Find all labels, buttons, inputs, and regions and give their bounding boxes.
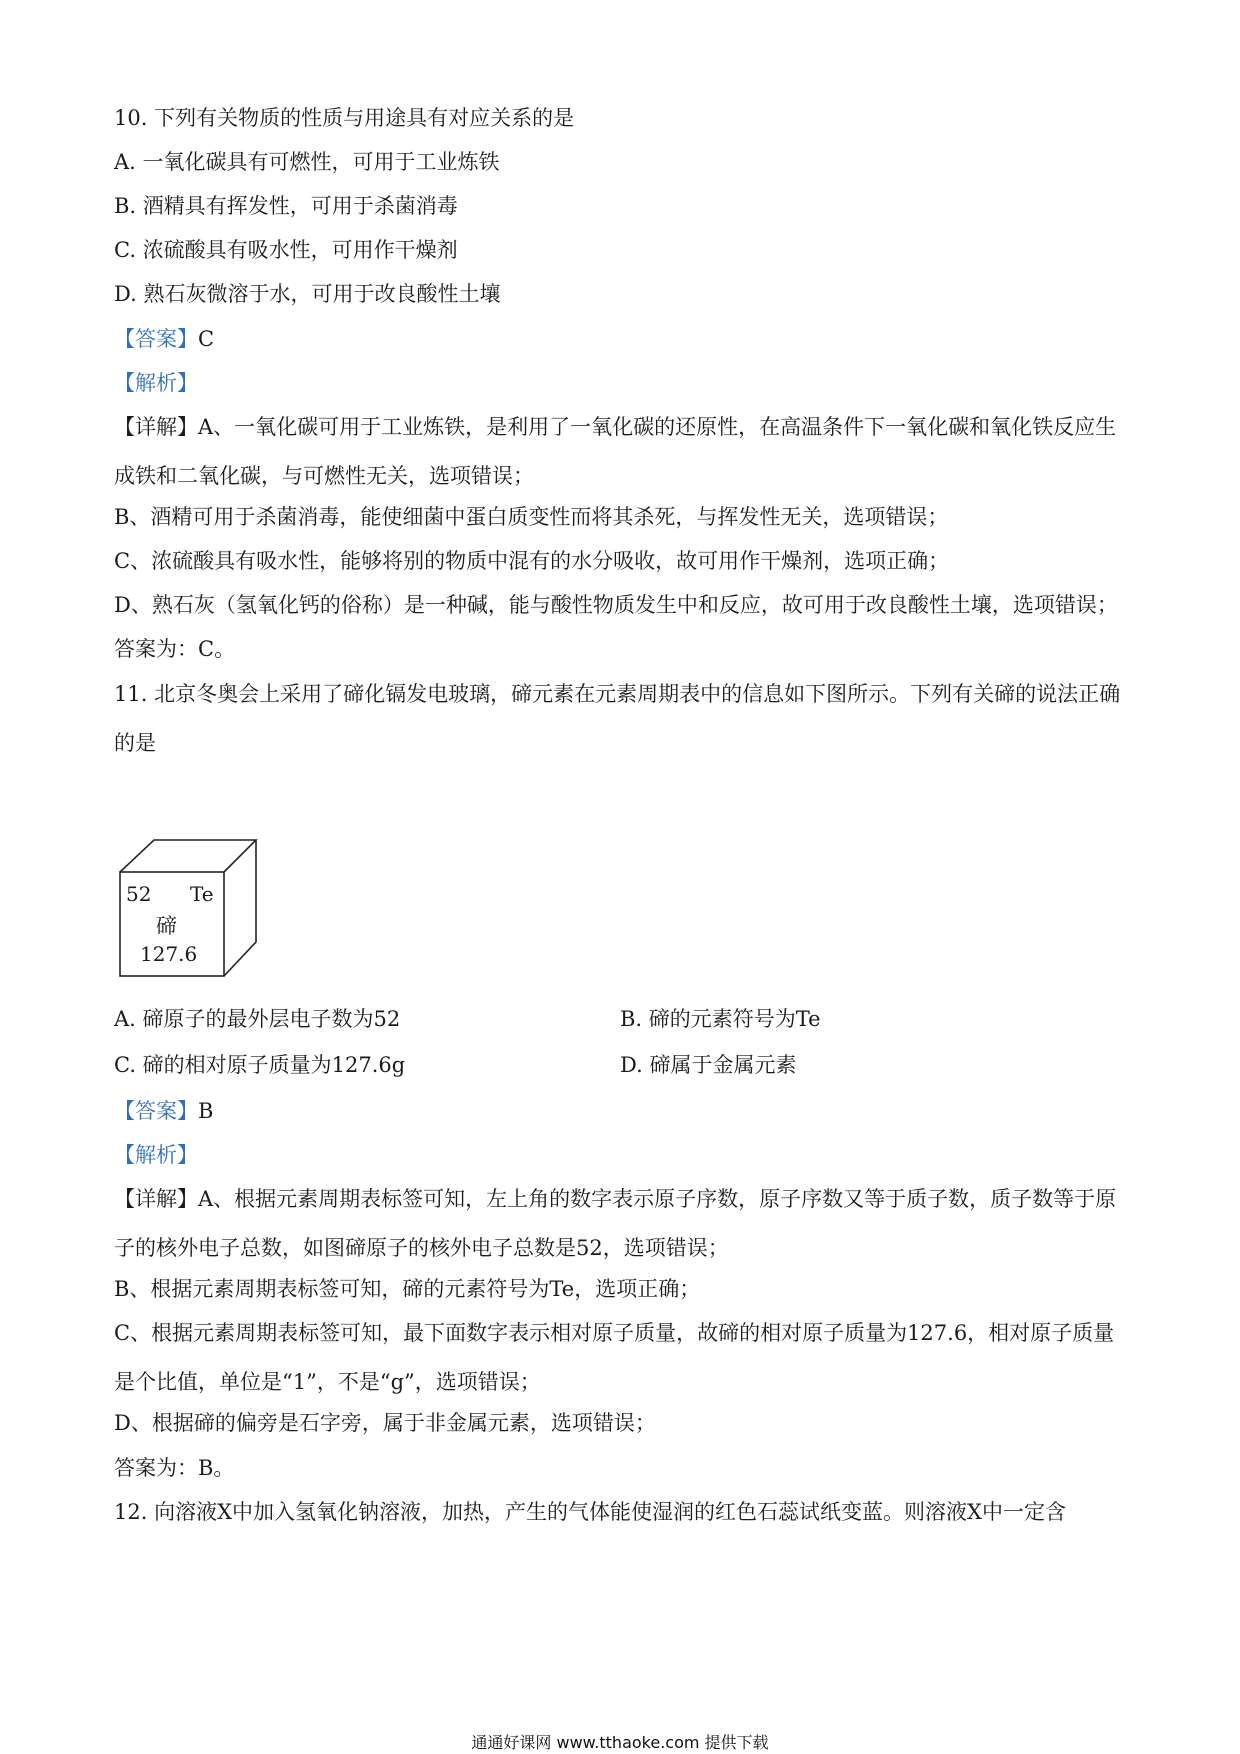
detail-tag: 【详解】: [114, 415, 198, 439]
q11-option-c: C. 碲的相对原子质量为127.6g: [114, 1053, 406, 1077]
element-symbol: Te: [190, 882, 214, 906]
q11-conclusion: 答案为：B。: [114, 1456, 235, 1480]
q11-detail-d: D、根据碲的偏旁是石字旁，属于非金属元素，选项错误；: [114, 1411, 656, 1435]
q10-option-a: A. 一氧化碳具有可燃性，可用于工业炼铁: [114, 150, 500, 174]
q11-detail-b: B、根据元素周期表标签可知，碲的元素符号为Te，选项正确；: [114, 1277, 701, 1301]
q11-option-d: D. 碲属于金属元素: [620, 1053, 797, 1077]
q10-conclusion: 答案为：C。: [114, 637, 236, 661]
answer-value: C: [198, 327, 215, 351]
atomic-number: 52: [126, 882, 152, 906]
q10-option-b: B. 酒精具有挥发性，可用于杀菌消毒: [114, 194, 458, 218]
q10-analysis-tag: [114, 368, 1134, 398]
detail-a-text: A、一氧化碳可用于工业炼铁，是利用了一氧化碳的还原性，在高温条件下一氧化碳和氧化铁反应生成铁和二氧化碳，与可燃性无关，选项错误；: [114, 415, 1117, 488]
detail-a-text: A、根据元素周期表标签可知，左上角的数字表示原子序数，原子序数又等于质子数，质子数等于原子的核外电子总数，如图碲原子的核外电子总数是52，选项错误；: [114, 1187, 1117, 1260]
q11-answer: [114, 1096, 1134, 1126]
q10-detail-b: B、酒精可用于杀菌消毒，能使细菌中蛋白质变性而将其杀死，与挥发性无关，选项错误；: [114, 505, 949, 529]
q11-option-a: A. 碲原子的最外层电子数为52: [114, 1007, 401, 1031]
q11-stem: 11. 北京冬奥会上采用了碲化镉发电玻璃，碲元素在元素周期表中的信息如下图所示。下列有关碲的说法正确的是: [114, 682, 1121, 755]
q11-detail-a: [114, 1175, 1130, 1273]
q10-detail-a: [114, 403, 1130, 501]
periodic-table-cell: [118, 838, 268, 978]
analysis-tag: 【解析】: [114, 371, 198, 395]
answer-tag: 【答案】: [114, 1099, 198, 1123]
q12-stem: 12. 向溶液X中加入氢氧化钠溶液，加热，产生的气体能使湿润的红色石蕊试纸变蓝。则溶液X中一定含: [114, 1500, 1066, 1524]
q10-stem: 10. 下列有关物质的性质与用途具有对应关系的是: [114, 106, 575, 130]
q11-detail-c: C、根据元素周期表标签可知，最下面数字表示相对原子质量，故碲的相对原子质量为127.6，相对原子质量是个比值，单位是“1”，不是“g”，选项错误；: [114, 1321, 1115, 1394]
atomic-mass: 127.6: [140, 942, 198, 966]
q10-detail-d: D、熟石灰（氢氧化钙的俗称）是一种碱，能与酸性物质发生中和反应，故可用于改良酸性土壤，选项错误；: [114, 593, 1118, 617]
page-footer: 通通好课网 www.tthaoke.com 提供下载: [471, 1733, 769, 1752]
q11-analysis-tag: [114, 1140, 1134, 1170]
answer-tag: 【答案】: [114, 327, 198, 351]
detail-tag: 【详解】: [114, 1187, 198, 1211]
analysis-tag: 【解析】: [114, 1143, 198, 1167]
q10-detail-c: C、浓硫酸具有吸水性，能够将别的物质中混有的水分吸收，故可用作干燥剂，选项正确；: [114, 549, 950, 573]
q10-option-c: C. 浓硫酸具有吸水性，可用作干燥剂: [114, 238, 458, 262]
q10-answer: [114, 324, 1134, 354]
q10-option-d: D. 熟石灰微溶于水，可用于改良酸性土壤: [114, 282, 501, 306]
q11-option-b: B. 碲的元素符号为Te: [620, 1007, 821, 1031]
element-name: 碲: [156, 914, 177, 938]
answer-value: B: [198, 1099, 214, 1123]
